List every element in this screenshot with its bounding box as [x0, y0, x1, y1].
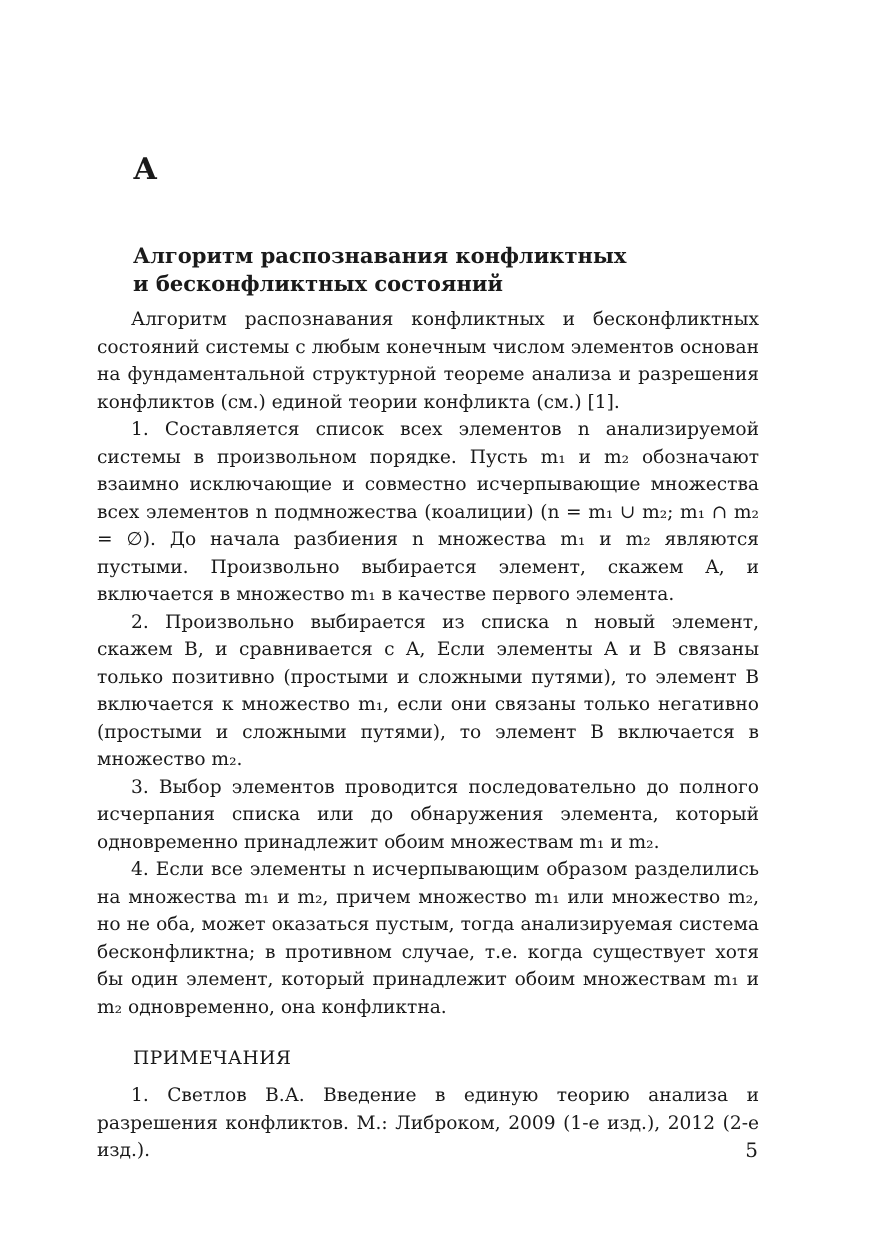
paragraph-step-2: 2. Произвольно выбирается из списка n новый элемент, скажем B, и сравнивается с A, Если элементы A и B связаны только позитивно (простыми и сложными путями), то элемент B включается к множество m₁, если они связаны только негативно (простыми и сложными путями), то элемент B включается в множество m₂.: [97, 611, 759, 770]
entry-title: [133, 242, 759, 298]
paragraph-step-1: 1. Составляется список всех элементов n анализируемой системы в произвольном порядке. Пусть m₁ и m₂ обозначают взаимно исключающие и совместно исчерпывающие множества всех элементов n подмножества (коалиции) (n = m₁ ∪ m₂; m₁ ∩ m₂ = ∅). До начала разбиения n множества m₁ и m₂ являются пустыми. Произвольно выбирается элемент, скажем A, и включается в множество m₁ в качестве первого элемента.: [97, 419, 759, 605]
paragraph-step-4: 4. Если все элементы n исчерпывающим образом разделились на множества m₁ и m₂, причем множество m₁ или множество m₂, но не оба, может оказаться пустым, тогда анализируемая система бесконфликтна; в противном случае, т.е. когда существует хотя бы один элемент, который принадлежит обоим множествам m₁ и m₂ одновременно, она конфликтна.: [97, 859, 759, 1018]
note-item: 1. Светлов В.А. Введение в единую теорию анализа и разрешения конфликтов. М.: Либроком, 2009 (1-е изд.), 2012 (2-е изд.).: [97, 1085, 759, 1161]
paragraph-intro: Алгоритм распознавания конфликтных и бесконфликтных состояний системы с любым конечным числом элементов основан на фундаментальной структурной теореме анализа и разрешения конфликтов (см.) единой теории конфликта (см.) [1].: [97, 309, 759, 413]
paragraph-step-3: 3. Выбор элементов проводится последовательно до полного исчерпания списка или до обнаружения элемента, который одновременно принадлежит обоим множествам m₁ и m₂.: [97, 776, 759, 853]
page-content: [97, 150, 759, 1165]
section-letter: А: [133, 152, 158, 187]
body-text: [97, 306, 759, 1021]
page-number: 5: [745, 1138, 758, 1162]
entry-title-line-2: и бесконфликтных состояний: [133, 271, 503, 296]
notes-list: [97, 1082, 759, 1165]
entry-title-line-1: Алгоритм распознавания конфликтных: [133, 243, 627, 268]
notes-heading: ПРИМЕЧАНИЯ: [133, 1048, 292, 1069]
